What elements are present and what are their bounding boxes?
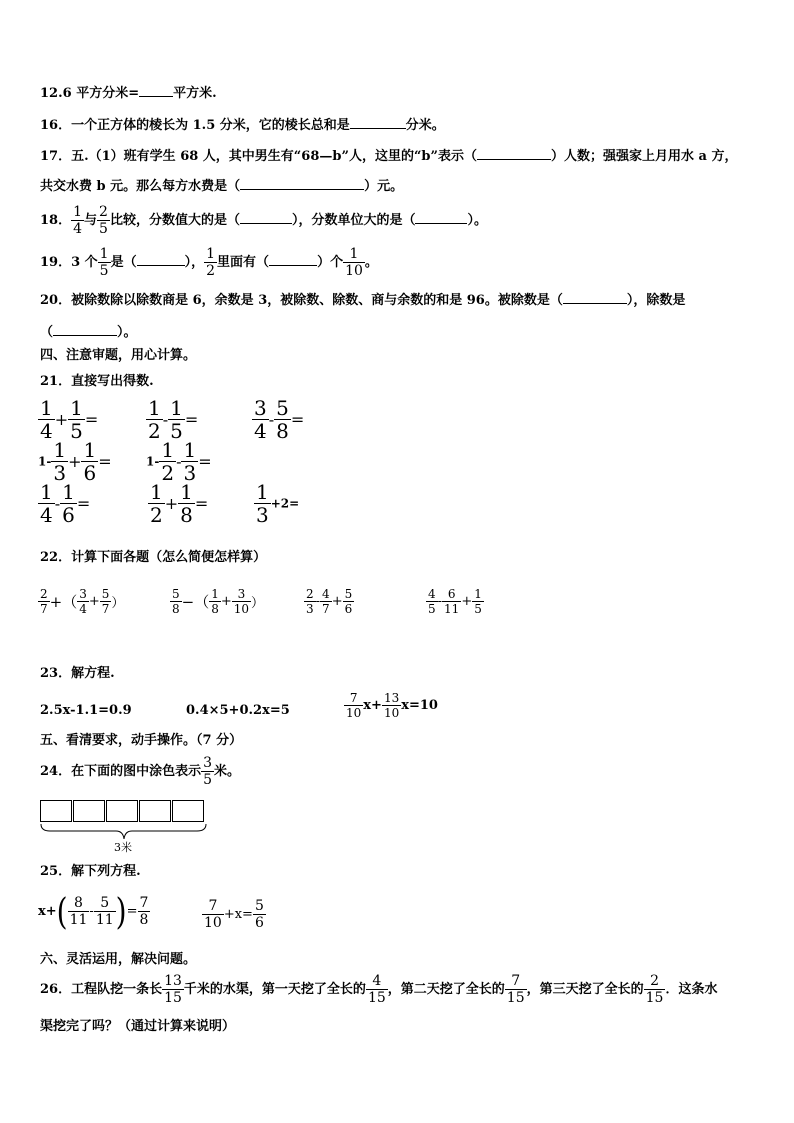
fraction: $\frac{7}{8}$	[139, 895, 149, 928]
answer-blank[interactable]	[269, 253, 317, 266]
fraction: $\frac{1}{3}$	[256, 480, 269, 527]
fraction: $\frac{1}{5}$	[474, 587, 482, 616]
answer-blank[interactable]	[477, 147, 551, 160]
fraction: $\frac{1}{4}$	[73, 204, 83, 237]
fraction: $\frac{7}{10}$	[204, 898, 222, 931]
fraction: $\frac{1}{10}$	[345, 246, 363, 279]
strip-cell[interactable]	[139, 800, 171, 822]
strip-cell[interactable]	[106, 800, 138, 822]
q22-expr-2: $\frac{5}{8}$ −（ $\frac{1}{8}$ + $\frac{3}{10}$ ）	[172, 587, 265, 616]
answer-blank[interactable]	[350, 116, 406, 129]
fraction: $\frac{5}{11}$	[95, 895, 114, 928]
fraction: $\frac{2}{3}$	[306, 587, 314, 616]
section-4-heading: 四、注意审题，用心计算。	[40, 348, 197, 363]
q21-item-5: 1- $\frac{1}{2}$ - $\frac{1}{3}$ =	[146, 438, 212, 485]
fraction: $\frac{1}{5}$	[70, 396, 83, 443]
fraction: $\frac{2}{7}$	[40, 587, 48, 616]
answer-blank[interactable]	[240, 177, 364, 190]
section-5-heading: 五、看清要求，动手操作。（7 分）	[40, 733, 243, 748]
question-21-title: 21．直接写出得数.	[40, 374, 154, 389]
fraction: $\frac{1}{3}$	[183, 438, 197, 485]
fraction: $\frac{1}{2}$	[148, 396, 161, 443]
fraction: $\frac{3}{5}$	[203, 755, 213, 788]
fraction: $\frac{1}{2}$	[150, 480, 163, 527]
question-15: 12.6 平方分米= 平方米.	[40, 86, 217, 101]
fraction: $\frac{1}{6}$	[83, 438, 97, 485]
q23-equation-3: $\frac{7}{10}$ x+ $\frac{13}{10}$ x=10	[346, 691, 438, 720]
question-18: 18． $\frac{1}{4}$ 与 $\frac{2}{5}$ 比较，分数值大的是（ ），分数单位大的是（ ）。	[40, 204, 487, 237]
fraction: $\frac{1}{8}$	[211, 587, 219, 616]
question-26-line-1: 26．工程队挖一条长 $\frac{13}{15}$ 千米的水渠，第一天挖了全长的 $\frac{4}{15}$ ，第二天挖了全长的 $\frac{7}{15}$ ，第三天挖了全长的 $\frac{2}{15}$ ．这条水	[40, 973, 718, 1006]
strip-cell[interactable]	[40, 800, 72, 822]
fraction: $\frac{7}{15}$	[506, 973, 525, 1006]
question-24: 24．在下面的图中涂色表示 $\frac{3}{5}$ 米。	[40, 755, 241, 788]
answer-blank[interactable]	[563, 291, 627, 304]
fraction: $\frac{1}{6}$	[62, 480, 75, 527]
answer-blank[interactable]	[137, 253, 185, 266]
fraction: $\frac{1}{4}$	[40, 396, 53, 443]
fraction: $\frac{7}{10}$	[346, 691, 362, 720]
question-25-title: 25．解下列方程.	[40, 864, 141, 879]
question-26-line-2: 渠挖完了吗？（通过计算来说明）	[40, 1019, 236, 1034]
fraction: $\frac{3}{10}$	[233, 587, 250, 616]
fraction: $\frac{3}{4}$	[79, 587, 87, 616]
fraction: $\frac{1}{2}$	[161, 438, 175, 485]
fraction: $\frac{1}{4}$	[40, 480, 53, 527]
question-16: 16．一个正方体的棱长为 1.5 分米，它的棱长总和是 分米。	[40, 118, 445, 133]
q21-item-6: $\frac{1}{4}$ - $\frac{1}{6}$ =	[40, 480, 91, 527]
fraction: $\frac{5}{6}$	[344, 587, 353, 616]
fraction: $\frac{2}{5}$	[99, 204, 108, 237]
question-22-title: 22．计算下面各题（怎么简便怎样算）	[40, 550, 267, 565]
question-23-title: 23．解方程.	[40, 666, 115, 681]
question-20-line-2: （ ）。	[40, 325, 137, 340]
fraction: $\frac{1}{2}$	[206, 246, 216, 279]
answer-blank[interactable]	[240, 211, 292, 224]
fraction: $\frac{2}{15}$	[645, 973, 664, 1006]
fraction: $\frac{5}{6}$	[254, 898, 264, 931]
q23-equation-1: 2.5x-1.1=0.9	[40, 703, 132, 718]
question-17-line-2: 共交水费 b 元。那么每方水费是（ ）元。	[40, 179, 404, 194]
answer-blank[interactable]	[415, 211, 467, 224]
fraction: $\frac{5}{8}$	[276, 396, 289, 443]
q21-item-4: 1- $\frac{1}{3}$ + $\frac{1}{6}$ =	[38, 438, 112, 485]
answer-blank[interactable]	[53, 323, 117, 336]
q23-equation-2: 0.4×5+0.2x=5	[186, 703, 290, 718]
question-17-line-1: 17．五.（1）班有学生 68 人，其中男生有“68—b”人，这里的“b”表示（ ）人数；强强家上月用水 a 方，	[40, 149, 738, 164]
fraction: $\frac{4}{15}$	[367, 973, 386, 1006]
fraction: $\frac{13}{10}$	[383, 691, 400, 720]
question-19: 19．3 个 $\frac{1}{5}$ 是（ ）， $\frac{1}{2}$ 里面有（ ）个 $\frac{1}{10}$ 。	[40, 246, 378, 279]
strip-cell[interactable]	[73, 800, 105, 822]
q21-item-8: $\frac{1}{3}$ +2=	[256, 480, 300, 527]
fraction: $\frac{1}{3}$	[53, 438, 67, 485]
q21-item-1: $\frac{1}{4}$ + $\frac{1}{5}$ =	[40, 396, 99, 443]
q25-equation-2: $\frac{7}{10}$ +x= $\frac{5}{6}$	[204, 898, 264, 931]
answer-blank[interactable]	[139, 84, 173, 97]
fraction: $\frac{1}{5}$	[99, 246, 109, 279]
q25-equation-1: x+( $\frac{8}{11}$ - $\frac{5}{11}$ )= $\frac{7}{8}$	[38, 890, 149, 933]
fraction: $\frac{13}{15}$	[164, 973, 182, 1006]
strip-cell[interactable]	[172, 800, 204, 822]
fraction: $\frac{4}{7}$	[322, 587, 330, 616]
fraction: $\frac{8}{11}$	[69, 895, 88, 928]
q21-item-2: $\frac{1}{2}$ - $\frac{1}{5}$ =	[148, 396, 199, 443]
fraction: $\frac{3}{4}$	[254, 396, 267, 443]
fraction: $\frac{5}{7}$	[101, 587, 110, 616]
fraction: $\frac{4}{5}$	[428, 587, 436, 616]
q21-item-7: $\frac{1}{2}$ + $\frac{1}{8}$ =	[150, 480, 209, 527]
q22-expr-3: $\frac{2}{3}$ - $\frac{4}{7}$ + $\frac{5}{6}$	[306, 587, 353, 616]
section-6-heading: 六、灵活运用，解决问题。	[40, 952, 197, 967]
q21-item-3: $\frac{3}{4}$ - $\frac{5}{8}$ =	[254, 396, 305, 443]
q22-expr-1: $\frac{2}{7}$ +（ $\frac{3}{4}$ + $\frac{5}{7}$ ）	[40, 587, 125, 616]
question-20-line-1: 20．被除数除以除数商是 6，余数是 3，被除数、除数、商与余数的和是 96。被除数是（ ），除数是	[40, 293, 686, 308]
q22-expr-4: $\frac{4}{5}$ - $\frac{6}{11}$ + $\frac{1}{5}$	[428, 587, 482, 616]
length-label: 3米	[114, 841, 132, 854]
fraction: $\frac{1}{5}$	[170, 396, 183, 443]
fraction: $\frac{6}{11}$	[444, 587, 460, 616]
fraction: $\frac{1}{8}$	[180, 480, 193, 527]
fraction: $\frac{5}{8}$	[172, 587, 180, 616]
